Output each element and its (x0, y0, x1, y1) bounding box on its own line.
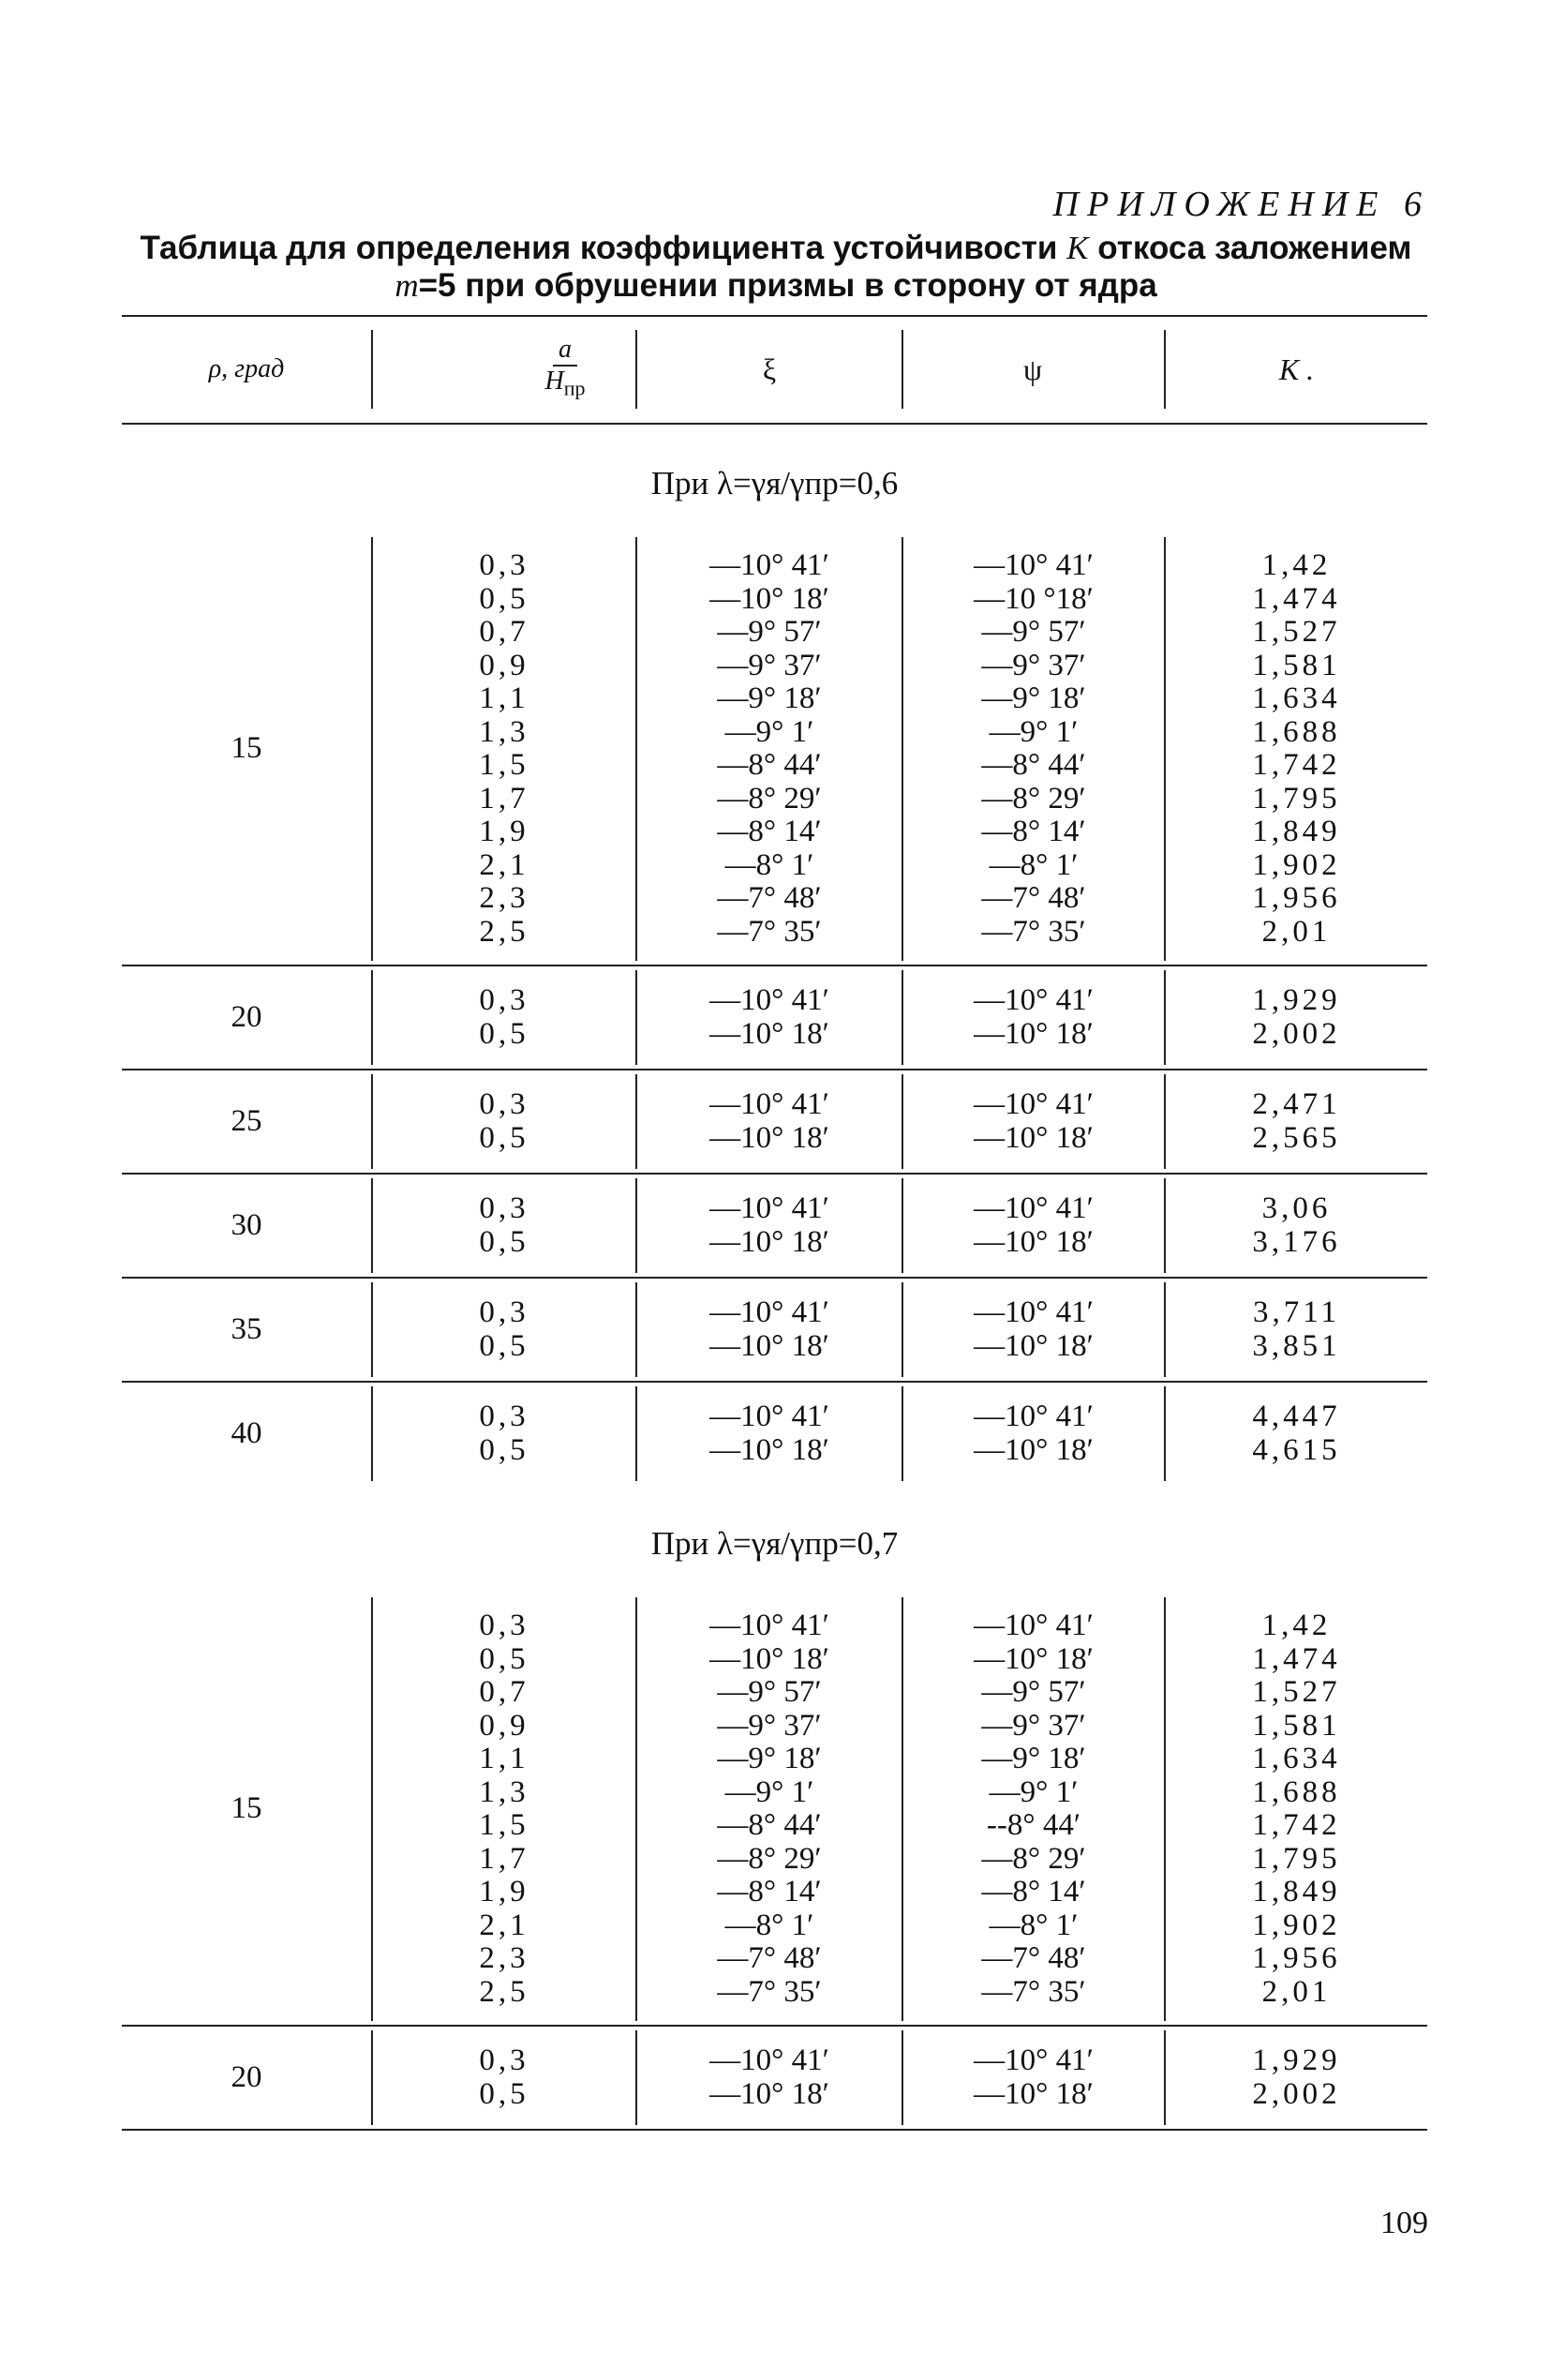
table-row-group (122, 1279, 1427, 1381)
ah-cell: 0,5 (479, 1120, 529, 1155)
ah-cell: 0,7 (479, 615, 529, 649)
xi-cell: —10° 41′ (709, 1087, 829, 1121)
psi-cell: —8° 1′ (989, 847, 1079, 882)
rho-value: 15 (231, 1791, 262, 1826)
column-k (1166, 2027, 1427, 2129)
k-cell: 2,002 (1252, 1016, 1341, 1051)
psi-cell: —10° 18′ (974, 1120, 1094, 1155)
xi-cell: —7° 35′ (717, 914, 822, 949)
psi-cell: —9° 18′ (981, 681, 1086, 715)
k-cell: 2,471 (1252, 1087, 1341, 1121)
k-cell: 1,795 (1252, 1841, 1341, 1876)
ah-cell: 1,3 (479, 714, 529, 749)
column-psi (903, 1279, 1164, 1381)
xi-cell: —9° 18′ (717, 1742, 822, 1775)
ah-cell: 0,3 (479, 1400, 529, 1433)
xi-cell: —10° 18′ (709, 1120, 829, 1155)
ah-cell: 2,5 (479, 914, 529, 949)
k-cell: 1,742 (1252, 1808, 1341, 1842)
header-h-subscript: пр (563, 376, 586, 400)
column-rho (122, 1594, 371, 2025)
k-cell: 1,634 (1252, 681, 1341, 715)
xi-cell: —10° 41′ (709, 1609, 829, 1642)
k-cell: 1,42 (1261, 548, 1332, 582)
column-xi (637, 1594, 902, 2025)
ah-cell: 0,5 (479, 2076, 529, 2111)
group-rule (122, 2129, 1427, 2131)
column-k (1166, 1383, 1427, 1485)
column-rho (122, 533, 371, 965)
psi-cell: —8° 29′ (981, 1841, 1086, 1876)
ah-cell: 2,3 (479, 1941, 529, 1975)
xi-cell: —9° 18′ (717, 681, 822, 715)
ah-cell: 1,9 (479, 1875, 529, 1908)
rho-value: 15 (231, 731, 262, 766)
column-xi (637, 1383, 902, 1485)
k-cell: 3,851 (1252, 1328, 1341, 1363)
column-psi (903, 1175, 1164, 1277)
column-k (1166, 1279, 1427, 1381)
xi-cell: —8° 44′ (717, 748, 822, 782)
k-cell: 1,581 (1252, 648, 1341, 682)
xi-cell: —8° 1′ (724, 847, 814, 882)
rho-value: 20 (231, 2059, 262, 2094)
ah-cell: 0,5 (479, 1224, 529, 1259)
k-cell: 1,688 (1252, 714, 1341, 749)
psi-cell: —9° 57′ (981, 1675, 1086, 1709)
ah-cell: 2,1 (479, 847, 529, 882)
ah-cell: 0,3 (479, 548, 529, 582)
caption-line2: =5 при обрушении призмы в сторону от ядра (418, 267, 1157, 304)
xi-cell: —9° 37′ (717, 1708, 822, 1743)
xi-cell: —10° 41′ (709, 1191, 829, 1225)
table-row-group (122, 1175, 1427, 1277)
column-rho (122, 1279, 371, 1381)
k-cell: 1,581 (1252, 1708, 1341, 1743)
ah-cell: 0,5 (479, 1641, 529, 1676)
column-ah (373, 1383, 635, 1485)
column-psi (903, 966, 1164, 1069)
xi-cell: —10° 41′ (709, 548, 829, 582)
k-cell: 2,002 (1252, 2076, 1341, 2111)
header-psi: ψ (1022, 352, 1043, 386)
table-row-group (122, 1594, 1427, 2025)
psi-cell: —10° 41′ (974, 1295, 1094, 1329)
rho-value: 35 (231, 1311, 262, 1346)
column-ah (373, 2027, 635, 2129)
psi-cell: —9° 1′ (989, 1774, 1079, 1809)
psi-cell: —10° 18′ (974, 2076, 1094, 2111)
column-ah (373, 966, 635, 1069)
k-cell: 1,956 (1252, 881, 1341, 915)
k-cell: 3,176 (1252, 1224, 1341, 1259)
psi-cell: —9° 1′ (989, 714, 1079, 749)
k-cell: 2,01 (1261, 914, 1332, 949)
psi-cell: —10° 41′ (974, 1609, 1094, 1642)
column-ah (373, 1070, 635, 1173)
xi-cell: —10° 18′ (709, 1641, 829, 1676)
xi-cell: —10° 41′ (709, 983, 829, 1017)
psi-cell: —9° 18′ (981, 1742, 1086, 1775)
k-cell: 1,527 (1252, 1675, 1341, 1709)
table-row-group (122, 1383, 1427, 1485)
column-k (1166, 1175, 1427, 1277)
k-cell: 3,06 (1261, 1191, 1332, 1225)
k-cell: 1,929 (1252, 983, 1341, 1017)
ah-cell: 2,3 (479, 881, 529, 915)
xi-cell: —10° 18′ (709, 581, 829, 616)
psi-cell: —10° 18′ (974, 1328, 1094, 1363)
column-rho (122, 1070, 371, 1173)
xi-cell: —9° 37′ (717, 648, 822, 682)
psi-cell: —8° 44′ (981, 748, 1086, 782)
table-header (122, 317, 1427, 423)
table-row-group (122, 1070, 1427, 1173)
rho-value: 20 (231, 999, 262, 1034)
ah-cell: 0,9 (479, 648, 529, 682)
psi-cell: —10° 18′ (974, 1432, 1094, 1467)
psi-cell: —7° 35′ (981, 1974, 1086, 2009)
caption-m-symbol: m (395, 267, 419, 304)
rho-value: 25 (231, 1103, 262, 1138)
table-caption (122, 230, 1430, 305)
rho-value: 30 (231, 1207, 262, 1242)
column-psi (903, 1594, 1164, 2025)
xi-cell: —9° 1′ (724, 714, 814, 749)
psi-cell: —10° 41′ (974, 1400, 1094, 1433)
column-ah (373, 533, 635, 965)
k-cell: 1,527 (1252, 615, 1341, 649)
header-xi: ξ (762, 352, 777, 386)
xi-cell: —9° 57′ (717, 615, 822, 649)
column-xi (637, 1279, 902, 1381)
column-ah (373, 1594, 635, 2025)
k-cell: 1,956 (1252, 1941, 1341, 1975)
ah-cell: 1,1 (479, 681, 529, 715)
ah-cell: 0,3 (479, 2043, 529, 2077)
psi-cell: —10° 18′ (974, 1016, 1094, 1051)
ah-cell: 0,7 (479, 1675, 529, 1709)
column-k (1166, 1070, 1427, 1173)
column-rho (122, 1175, 371, 1277)
k-cell: 1,849 (1252, 1875, 1341, 1908)
psi-cell: —8° 14′ (981, 815, 1086, 848)
psi-cell: —10° 41′ (974, 1087, 1094, 1121)
ah-cell: 0,3 (479, 1295, 529, 1329)
appendix-title: ПРИЛОЖЕНИЕ 6 (1052, 185, 1430, 224)
column-ah (373, 1175, 635, 1277)
column-k (1166, 533, 1427, 965)
column-rho (122, 1383, 371, 1485)
column-xi (637, 533, 902, 965)
xi-cell: —8° 29′ (717, 1841, 822, 1876)
section-title: При λ=γя/γпр=0,6 (650, 465, 899, 501)
ah-cell: 2,5 (479, 1974, 529, 2009)
xi-cell: —7° 48′ (717, 1941, 822, 1975)
rho-value: 40 (231, 1415, 262, 1450)
xi-cell: —10° 18′ (709, 1016, 829, 1051)
xi-cell: —10° 41′ (709, 1295, 829, 1329)
k-cell: 1,902 (1252, 1908, 1341, 1942)
psi-cell: —7° 48′ (981, 1941, 1086, 1975)
caption-line1: Таблица для определения коэффициента устойчивости (140, 230, 1058, 266)
caption-line1-end: откоса заложением (1097, 230, 1412, 266)
xi-cell: —10° 18′ (709, 1328, 829, 1363)
psi-cell: —10° 41′ (974, 2043, 1094, 2077)
header-h-denominator: H (544, 367, 564, 397)
ah-cell: 1,5 (479, 748, 529, 782)
ah-cell: 1,9 (479, 815, 529, 848)
column-xi (637, 1070, 902, 1173)
k-cell: 2,565 (1252, 1120, 1341, 1155)
k-cell: 2,01 (1261, 1974, 1332, 2009)
ah-cell: 0,5 (479, 581, 529, 616)
psi-cell: —8° 29′ (981, 781, 1086, 816)
k-cell: 1,929 (1252, 2043, 1341, 2077)
xi-cell: —10° 18′ (709, 1432, 829, 1467)
k-cell: 1,795 (1252, 781, 1341, 816)
psi-cell: —10° 41′ (974, 1191, 1094, 1225)
ah-cell: 0,3 (479, 1609, 529, 1642)
table-row-group (122, 966, 1427, 1069)
column-psi (903, 1383, 1164, 1485)
coefficient-table (122, 315, 1427, 2131)
column-psi (903, 2027, 1164, 2129)
xi-cell: —8° 14′ (717, 1875, 822, 1908)
ah-cell: 1,7 (479, 1841, 529, 1876)
column-rho (122, 2027, 371, 2129)
ah-cell: 2,1 (479, 1908, 529, 1942)
psi-cell: —10° 18′ (974, 1224, 1094, 1259)
caption-k-symbol: K (1066, 230, 1089, 266)
k-cell: 1,902 (1252, 847, 1341, 882)
xi-cell: —10° 18′ (709, 2076, 829, 2111)
column-ah (373, 1279, 635, 1381)
k-cell: 4,615 (1252, 1432, 1341, 1467)
k-cell: 4,447 (1252, 1400, 1341, 1433)
section-title: При λ=γя/γпр=0,7 (650, 1525, 899, 1562)
ah-cell: 1,1 (479, 1742, 529, 1775)
k-cell: 1,474 (1252, 581, 1341, 616)
column-rho (122, 966, 371, 1069)
header-rho: ρ, град (208, 354, 285, 383)
column-k (1166, 1594, 1427, 2025)
ah-cell: 0,5 (479, 1016, 529, 1051)
ah-cell: 0,9 (479, 1708, 529, 1743)
psi-cell: —10 °18′ (974, 581, 1094, 616)
psi-cell: —8° 1′ (989, 1908, 1079, 1942)
k-cell: 1,634 (1252, 1742, 1341, 1775)
psi-cell: —9° 37′ (981, 1708, 1086, 1743)
column-psi (903, 1070, 1164, 1173)
psi-cell: —9° 37′ (981, 648, 1086, 682)
psi-cell: —7° 35′ (981, 914, 1086, 949)
xi-cell: —10° 41′ (709, 1400, 829, 1433)
column-xi (637, 1175, 902, 1277)
psi-cell: —9° 57′ (981, 615, 1086, 649)
xi-cell: —7° 35′ (717, 1974, 822, 2009)
xi-cell: —10° 18′ (709, 1224, 829, 1259)
table-row-group (122, 533, 1427, 965)
xi-cell: —9° 57′ (717, 1675, 822, 1709)
psi-cell: —10° 18′ (974, 1641, 1094, 1676)
psi-cell: --8° 44′ (986, 1808, 1081, 1842)
ah-cell: 0,3 (479, 1191, 529, 1225)
xi-cell: —9° 1′ (724, 1774, 814, 1809)
ah-cell: 0,5 (479, 1432, 529, 1467)
ah-cell: 1,3 (479, 1774, 529, 1809)
xi-cell: —8° 1′ (724, 1908, 814, 1942)
k-cell: 3,711 (1252, 1295, 1341, 1329)
ah-cell: 0,5 (479, 1328, 529, 1363)
column-psi (903, 533, 1164, 965)
k-cell: 1,42 (1261, 1609, 1332, 1642)
column-k (1166, 966, 1427, 1069)
k-cell: 1,742 (1252, 748, 1341, 782)
table-body (122, 425, 1427, 2131)
psi-cell: —10° 41′ (974, 548, 1094, 582)
ah-cell: 1,5 (479, 1808, 529, 1842)
xi-cell: —8° 29′ (717, 781, 822, 816)
psi-cell: —7° 48′ (981, 881, 1086, 915)
k-cell: 1,474 (1252, 1641, 1341, 1676)
column-xi (637, 966, 902, 1069)
psi-cell: —8° 14′ (981, 1875, 1086, 1908)
column-xi (637, 2027, 902, 2129)
header-a-numerator: a (553, 335, 577, 367)
ah-cell: 0,3 (479, 1087, 529, 1121)
ah-cell: 0,3 (479, 983, 529, 1017)
xi-cell: —7° 48′ (717, 881, 822, 915)
table-row-group (122, 2027, 1427, 2129)
k-cell: 1,849 (1252, 815, 1341, 848)
psi-cell: —10° 41′ (974, 983, 1094, 1017)
xi-cell: —8° 14′ (717, 815, 822, 848)
ah-cell: 1,7 (479, 781, 529, 816)
xi-cell: —8° 44′ (717, 1808, 822, 1842)
k-cell: 1,688 (1252, 1774, 1341, 1809)
page-number: 109 (1380, 2206, 1428, 2240)
xi-cell: —10° 41′ (709, 2043, 829, 2077)
header-k: K . (1278, 352, 1315, 386)
